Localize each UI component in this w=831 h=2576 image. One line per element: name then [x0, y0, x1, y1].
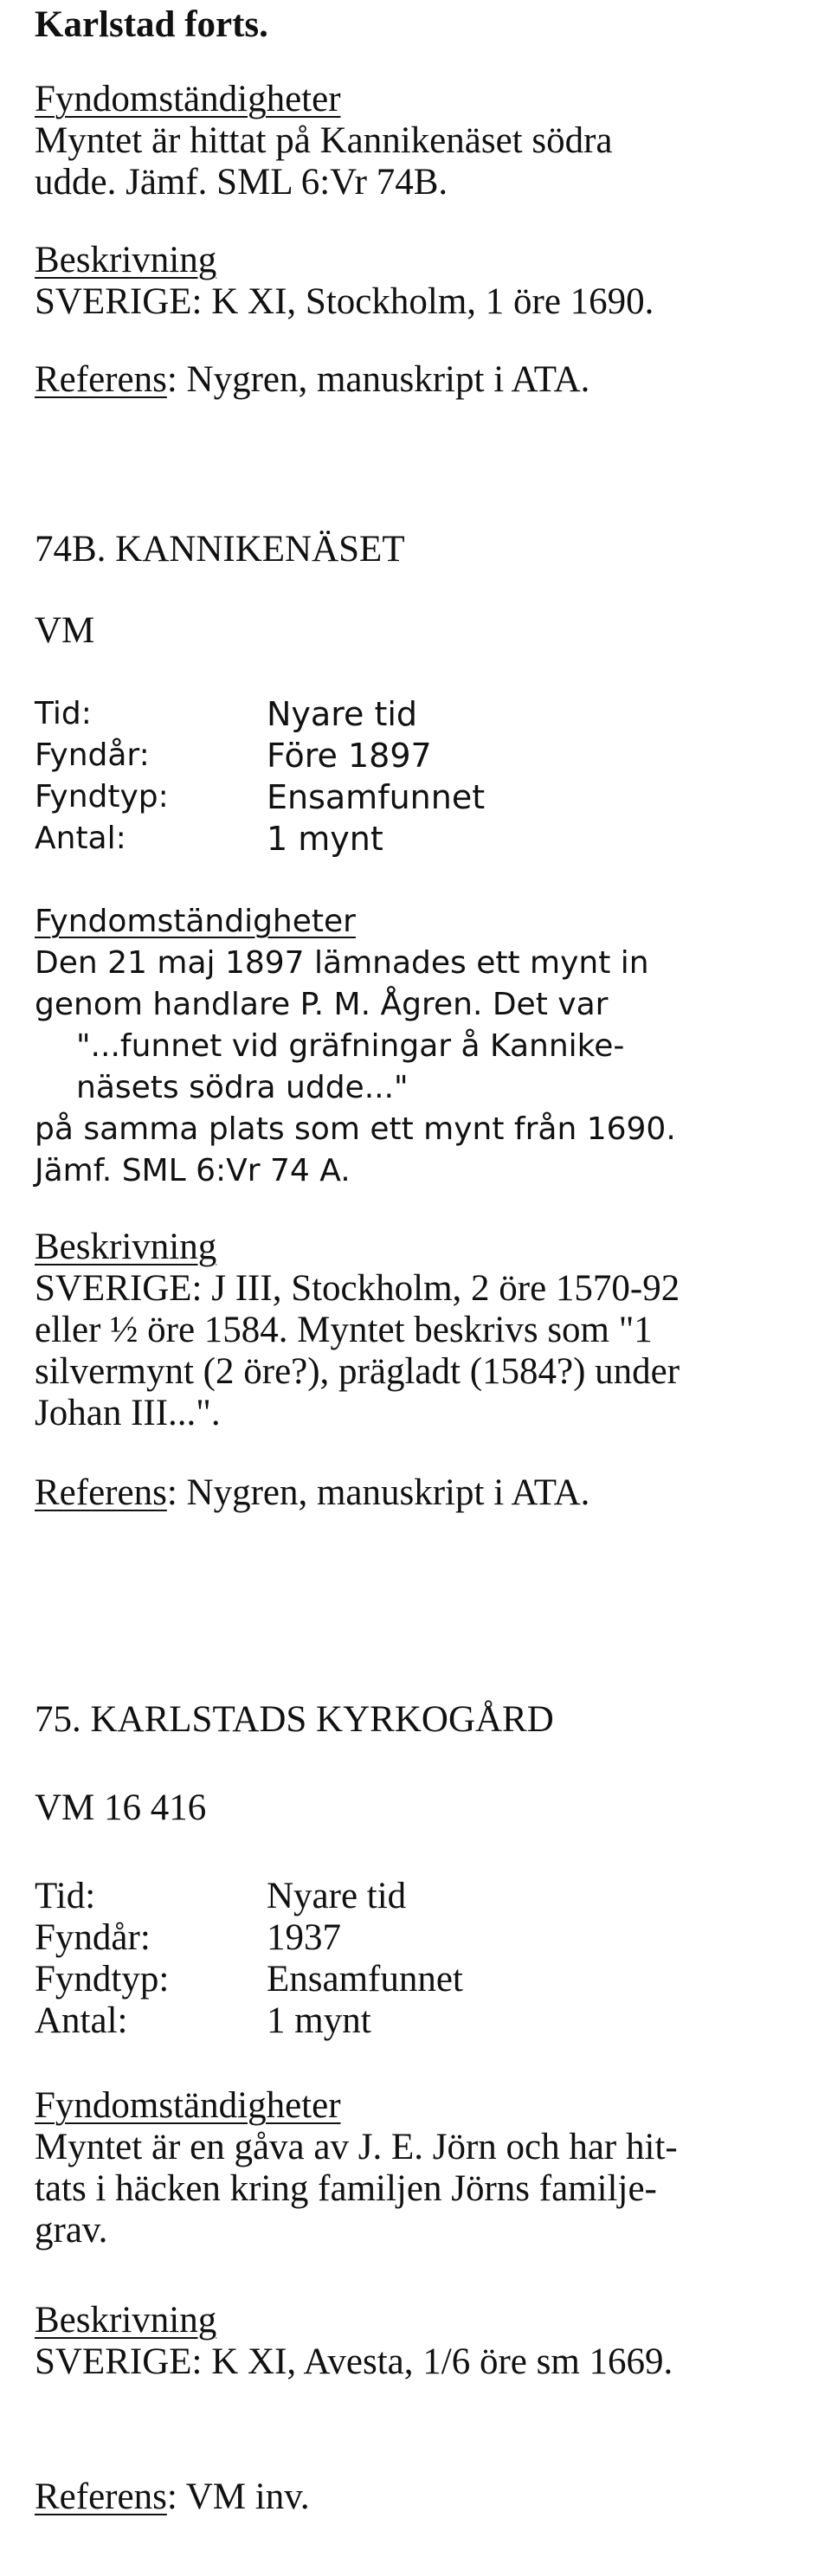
beskrivning-text-line: SVERIGE: J III, Stockholm, 2 öre 1570-92	[35, 1268, 680, 1309]
fyndomstandigheter-label: Fyndomständigheter	[35, 2085, 341, 2126]
museum-id: VM	[35, 610, 95, 651]
referens-label: Referens	[35, 1472, 167, 1513]
fynd-text-line: tats i häcken kring familjen Jörns familje-	[35, 2168, 657, 2209]
fynd-quote-line: "...funnet vid gräfningar å Kannike-	[76, 1028, 625, 1064]
field-value: Ensamfunnet	[267, 1959, 463, 2000]
museum-id: VM 16 416	[35, 1787, 207, 1828]
entry-title: 74B. KANNIKENÄSET	[35, 529, 405, 570]
field-value: 1 mynt	[267, 820, 383, 858]
fynd-text-line: Den 21 maj 1897 lämnades ett mynt in	[35, 945, 649, 981]
referens-text: : Nygren, manuskript i ATA.	[166, 1472, 590, 1513]
fyndomstandigheter-label: Fyndomständigheter	[35, 904, 356, 939]
field-label: Fyndtyp:	[35, 1959, 170, 2000]
field-value: Nyare tid	[267, 1876, 407, 1916]
fynd-text-line: udde. Jämf. SML 6:Vr 74B.	[35, 162, 448, 203]
referens-label: Referens	[35, 2476, 167, 2517]
beskrivning-text-line: SVERIGE: K XI, Avesta, 1/6 öre sm 1669.	[35, 2341, 673, 2382]
entry-title: 75. KARLSTADS KYRKOGÅRD	[35, 1699, 554, 1740]
beskrivning-text-line: SVERIGE: K XI, Stockholm, 1 öre 1690.	[35, 281, 654, 322]
fynd-text-line: genom handlare P. M. Ågren. Det var	[35, 987, 609, 1022]
referens-text: : VM inv.	[166, 2476, 310, 2517]
beskrivning-text-line: silvermynt (2 öre?), prägladt (1584?) under	[35, 1351, 680, 1392]
field-label: Tid:	[35, 696, 92, 731]
field-value: 1 mynt	[267, 2000, 371, 2041]
field-value: 1937	[267, 1917, 341, 1958]
referens-line	[35, 358, 589, 402]
referens-line	[35, 1472, 589, 1515]
beskrivning-text-line: eller ½ öre 1584. Myntet beskrivs som "1	[35, 1310, 653, 1350]
field-label: Antal:	[35, 2000, 128, 2041]
field-label: Tid:	[35, 1876, 96, 1916]
beskrivning-label: Beskrivning	[35, 2300, 217, 2341]
field-label: Antal:	[35, 821, 126, 856]
field-value: Före 1897	[267, 737, 432, 775]
beskrivning-label: Beskrivning	[35, 240, 217, 280]
fynd-quote-line: näsets södra udde..."	[76, 1070, 409, 1105]
referens-label: Referens	[35, 359, 167, 400]
fynd-text-line: på samma plats som ett mynt från 1690.	[35, 1111, 676, 1147]
fyndomstandigheter-label: Fyndomständigheter	[35, 79, 341, 119]
field-value: Nyare tid	[267, 695, 418, 733]
fynd-text-line: Jämf. SML 6:Vr 74 A.	[35, 1153, 351, 1188]
field-label: Fyndår:	[35, 737, 150, 773]
beskrivning-text-line: Johan III...".	[35, 1393, 221, 1433]
fynd-text-line: Myntet är en gåva av J. E. Jörn och har hit-	[35, 2127, 678, 2167]
referens-text: : Nygren, manuskript i ATA.	[166, 359, 590, 400]
page-heading: Karlstad forts.	[35, 4, 268, 45]
referens-line	[35, 2476, 310, 2519]
field-label: Fyndtyp:	[35, 779, 169, 815]
field-value: Ensamfunnet	[267, 778, 486, 816]
field-label: Fyndår:	[35, 1917, 151, 1958]
fynd-text-line: Myntet är hittat på Kannikenäset södra	[35, 120, 613, 161]
beskrivning-label: Beskrivning	[35, 1227, 217, 1267]
fynd-text-line: grav.	[35, 2210, 108, 2251]
